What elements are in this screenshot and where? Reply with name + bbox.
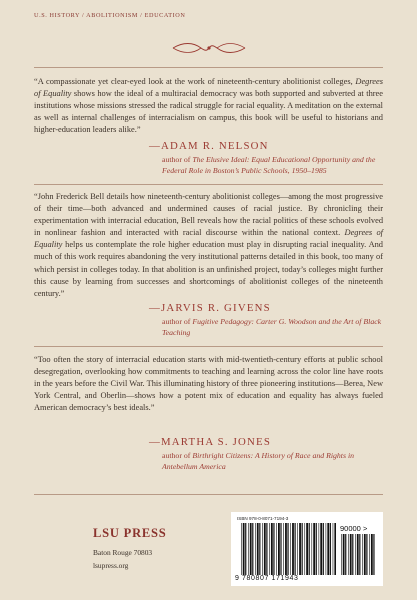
divider-bottom [34, 494, 383, 495]
blurb-author-name: —ADAM R. NELSON [149, 140, 269, 152]
quote-text: “John Frederick Bell details how nineteenth-century abolitionist colleges—among the most progressive of their time—both advanced and undermined causes of racial justice. By chronicling their experimentation with interracial education, Bell reveals how the racial politics of these schools evolved in nonlinear fashion and interacted with racial discourse within the national context. [34, 192, 383, 238]
divider [34, 346, 383, 347]
divider-top [34, 67, 383, 68]
blurb-author-credit: author of The Elusive Ideal: Equal Educational Opportunity and the Federal Role in Boston’s Public Schools, 1950–1985 [162, 155, 376, 175]
blurb-quote [34, 354, 383, 414]
category-label: U.S. HISTORY / ABOLITIONISM / EDUCATION [34, 12, 186, 19]
ean-barcode-icon [241, 523, 336, 575]
divider [34, 184, 383, 185]
addon-barcode-icon [341, 534, 377, 575]
blurb-quote [34, 191, 383, 300]
flourish-ornament-icon [171, 41, 247, 55]
book-title-inline: Degrees of Equality [34, 77, 383, 99]
publisher-city: Baton Rouge 70803 [93, 548, 153, 557]
ean-digits: 9 780807 171943 [235, 575, 299, 582]
isbn-number: ISBN 978-0-8071-7194-3 [237, 516, 289, 521]
quote-text: shows how the ideal of a multiracial democracy was both supported and subverted at three institutions whose missions stressed the radical struggle for racial equality. A meditation on the external as well as internal challenges of interracialism on campus, this book will be useful to historians and higher-education leaders alike.” [34, 89, 383, 135]
blurb-quote [34, 76, 383, 136]
quote-text: “Too often the story of interracial education starts with mid-twentieth-century efforts at public school desegregation, overlooking how commitments to teaching and learning across the color line have roots in the years before the Civil War. This illuminating history of three pioneering institutions—Berea, New York Central, and Oberlin—shows how a potent mix of education and equality has always fueled American democracy’s best ideals.” [34, 355, 383, 413]
quote-text: helps us contemplate the role higher education must play in disrupting racial inequality. And much of this work requires abandoning the very institutional patterns detailed in this book, too many of which persist in colleges today. In that abolition is an unfinished project, today’s colleges might further this cause by learning from successes and shortcomings of abolitionist colleges of the nineteenth century.” [34, 240, 383, 298]
publisher-logo: LSU PRESS [93, 526, 167, 540]
book-title-inline: Degrees of Equality [34, 228, 384, 250]
blurb-author-credit: author of Fugitive Pedagogy: Carter G. Woodson and the Art of Black Teaching [162, 317, 382, 337]
blurb-author-name: —JARVIS R. GIVENS [149, 302, 271, 314]
publisher-website: lsupress.org [93, 561, 129, 570]
blurb-author-credit: author of Birthright Citizens: A History of Race and Rights in Antebellum America [162, 451, 355, 471]
quote-text: “A compassionate yet clear-eyed look at the work of nineteenth-century abolitionist colleges, [34, 77, 356, 86]
isbn-barcode [231, 512, 383, 586]
blurb-author-name: —MARTHA S. JONES [149, 436, 272, 448]
price-code: 90000 > [340, 524, 368, 533]
